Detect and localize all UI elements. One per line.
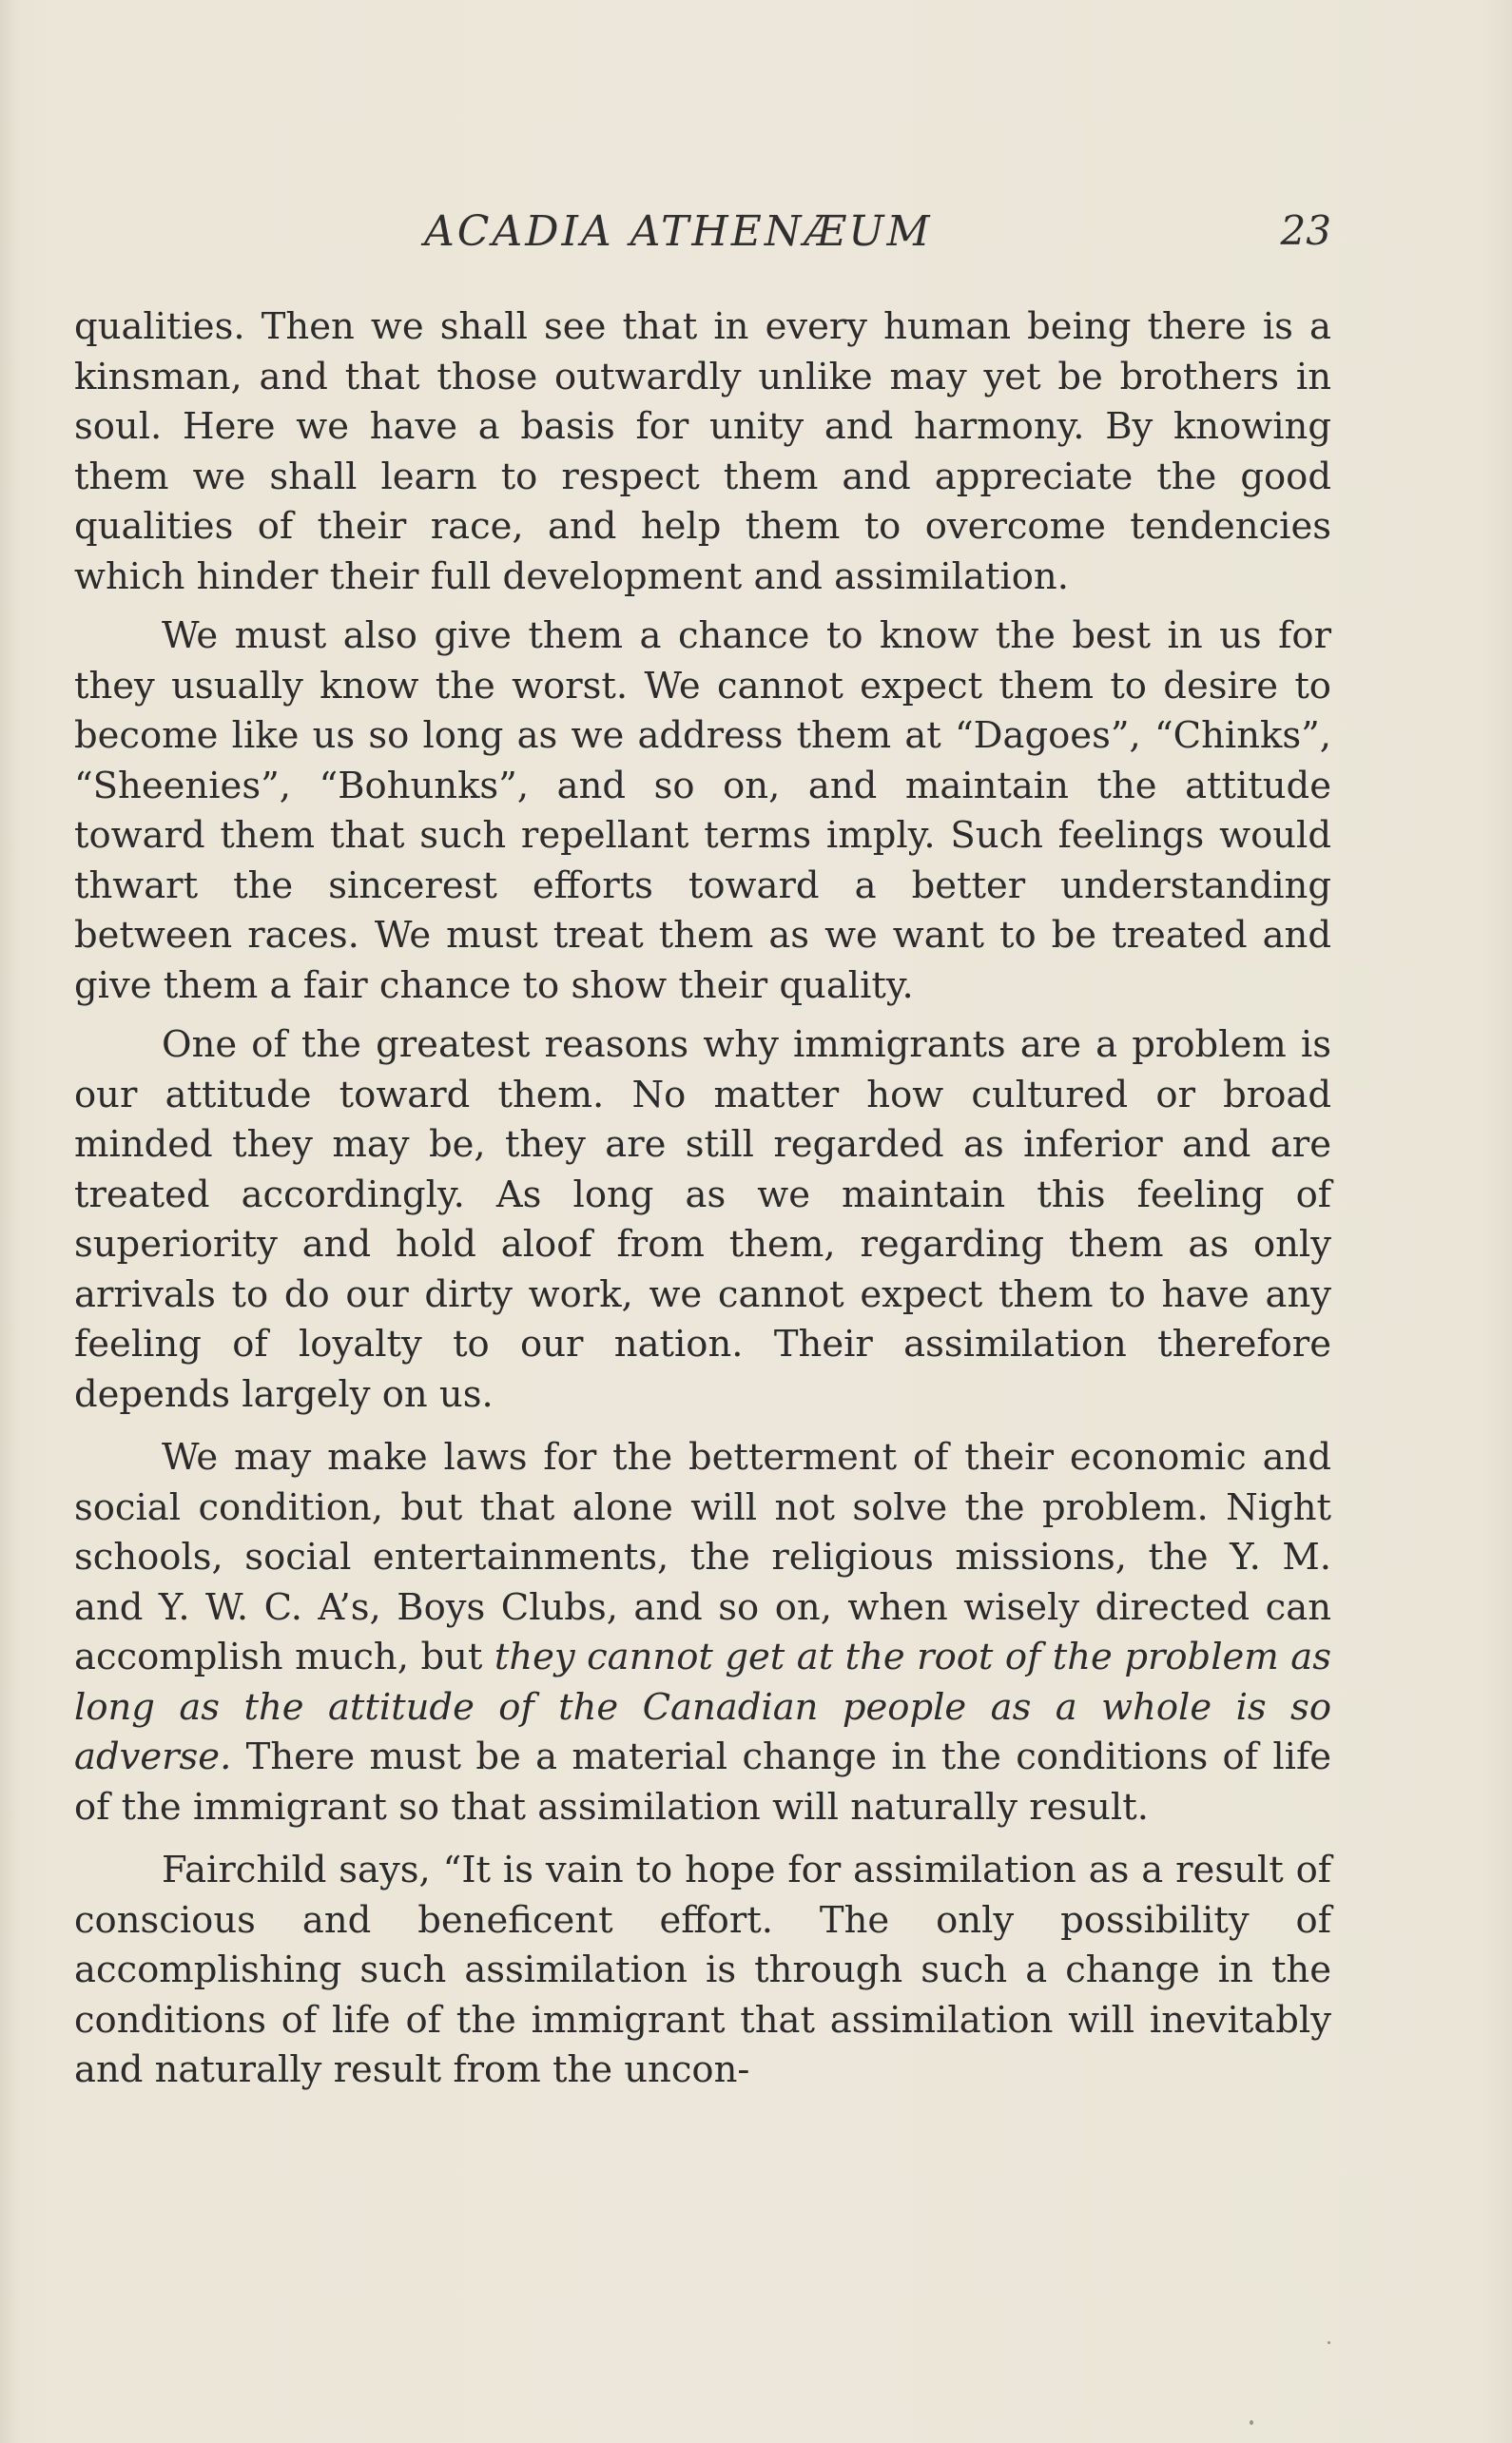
page-header bbox=[74, 207, 1331, 264]
paragraph: qualities. Then we shall see that in every human being there is a kinsman, and that those outwardly unlike may yet be brothers in soul. Here we have a basis for unity and harmony. By knowing them we shall learn to respect them and appreciate the good qualities of their race, and help them to overcome tendencies which hinder their full development and assimilation. bbox=[74, 305, 1331, 598]
article-body bbox=[74, 302, 1331, 2096]
paragraph-text: There must be a material change in the conditions of life of the immigrant so that assimilation will naturally result. bbox=[74, 1735, 1331, 1829]
paragraph: Fairchild says, “It is vain to hope for assimilation as a result of conscious and beneficent effort. The only possibility of accomplishing such assimilation is through such a change in the conditions of life of the immigrant that assimilation will inevitably and naturally result from the uncon- bbox=[74, 1849, 1331, 2091]
paragraph: One of the greatest reasons why immigrants are a problem is our attitude toward them. No matter how cultured or broad minded they may be, they are still regarded as inferior and are treated accordingly. As long as we maintain this feeling of superiority and hold aloof from them, regarding them as only arrivals to do our dirty work, we cannot expect them to have any feeling of loyalty to our nation. Their assimilation therefore depends largely on us. bbox=[74, 1023, 1331, 1416]
italic-emphasis: they cannot get at the root of the problem as long as the attitude of the Canadian people as a whole is so adverse. bbox=[74, 1636, 1331, 1778]
page-number: 23 bbox=[1280, 207, 1331, 254]
paper-speck bbox=[1328, 2341, 1330, 2344]
paragraph-text: We may make laws for the betterment of their economic and social condition, but that alone will not solve the problem. Night schools, social entertainments, the religious missions, the Y. M. and Y. W. C. A’s, Boys Clubs, and so on, when wisely directed can accomplish much, but bbox=[74, 1436, 1331, 1678]
paragraph: We must also give them a chance to know the best in us for they usually know the worst. We cannot expect them to desire to become like us so long as we address them at “Dagoes”, “Chinks”, “Sheenies”, “Bohunks”, and so on, and maintain the attitude toward them that such repellant terms imply. Such feelings would thwart the sincerest efforts toward a better understanding between races. We must treat them as we want to be treated and give them a fair chance to show their quality. bbox=[74, 614, 1331, 1007]
running-title: ACADIA ATHENÆUM bbox=[424, 207, 933, 256]
paper-speck bbox=[1250, 2420, 1253, 2425]
paragraph bbox=[74, 1433, 1331, 1832]
